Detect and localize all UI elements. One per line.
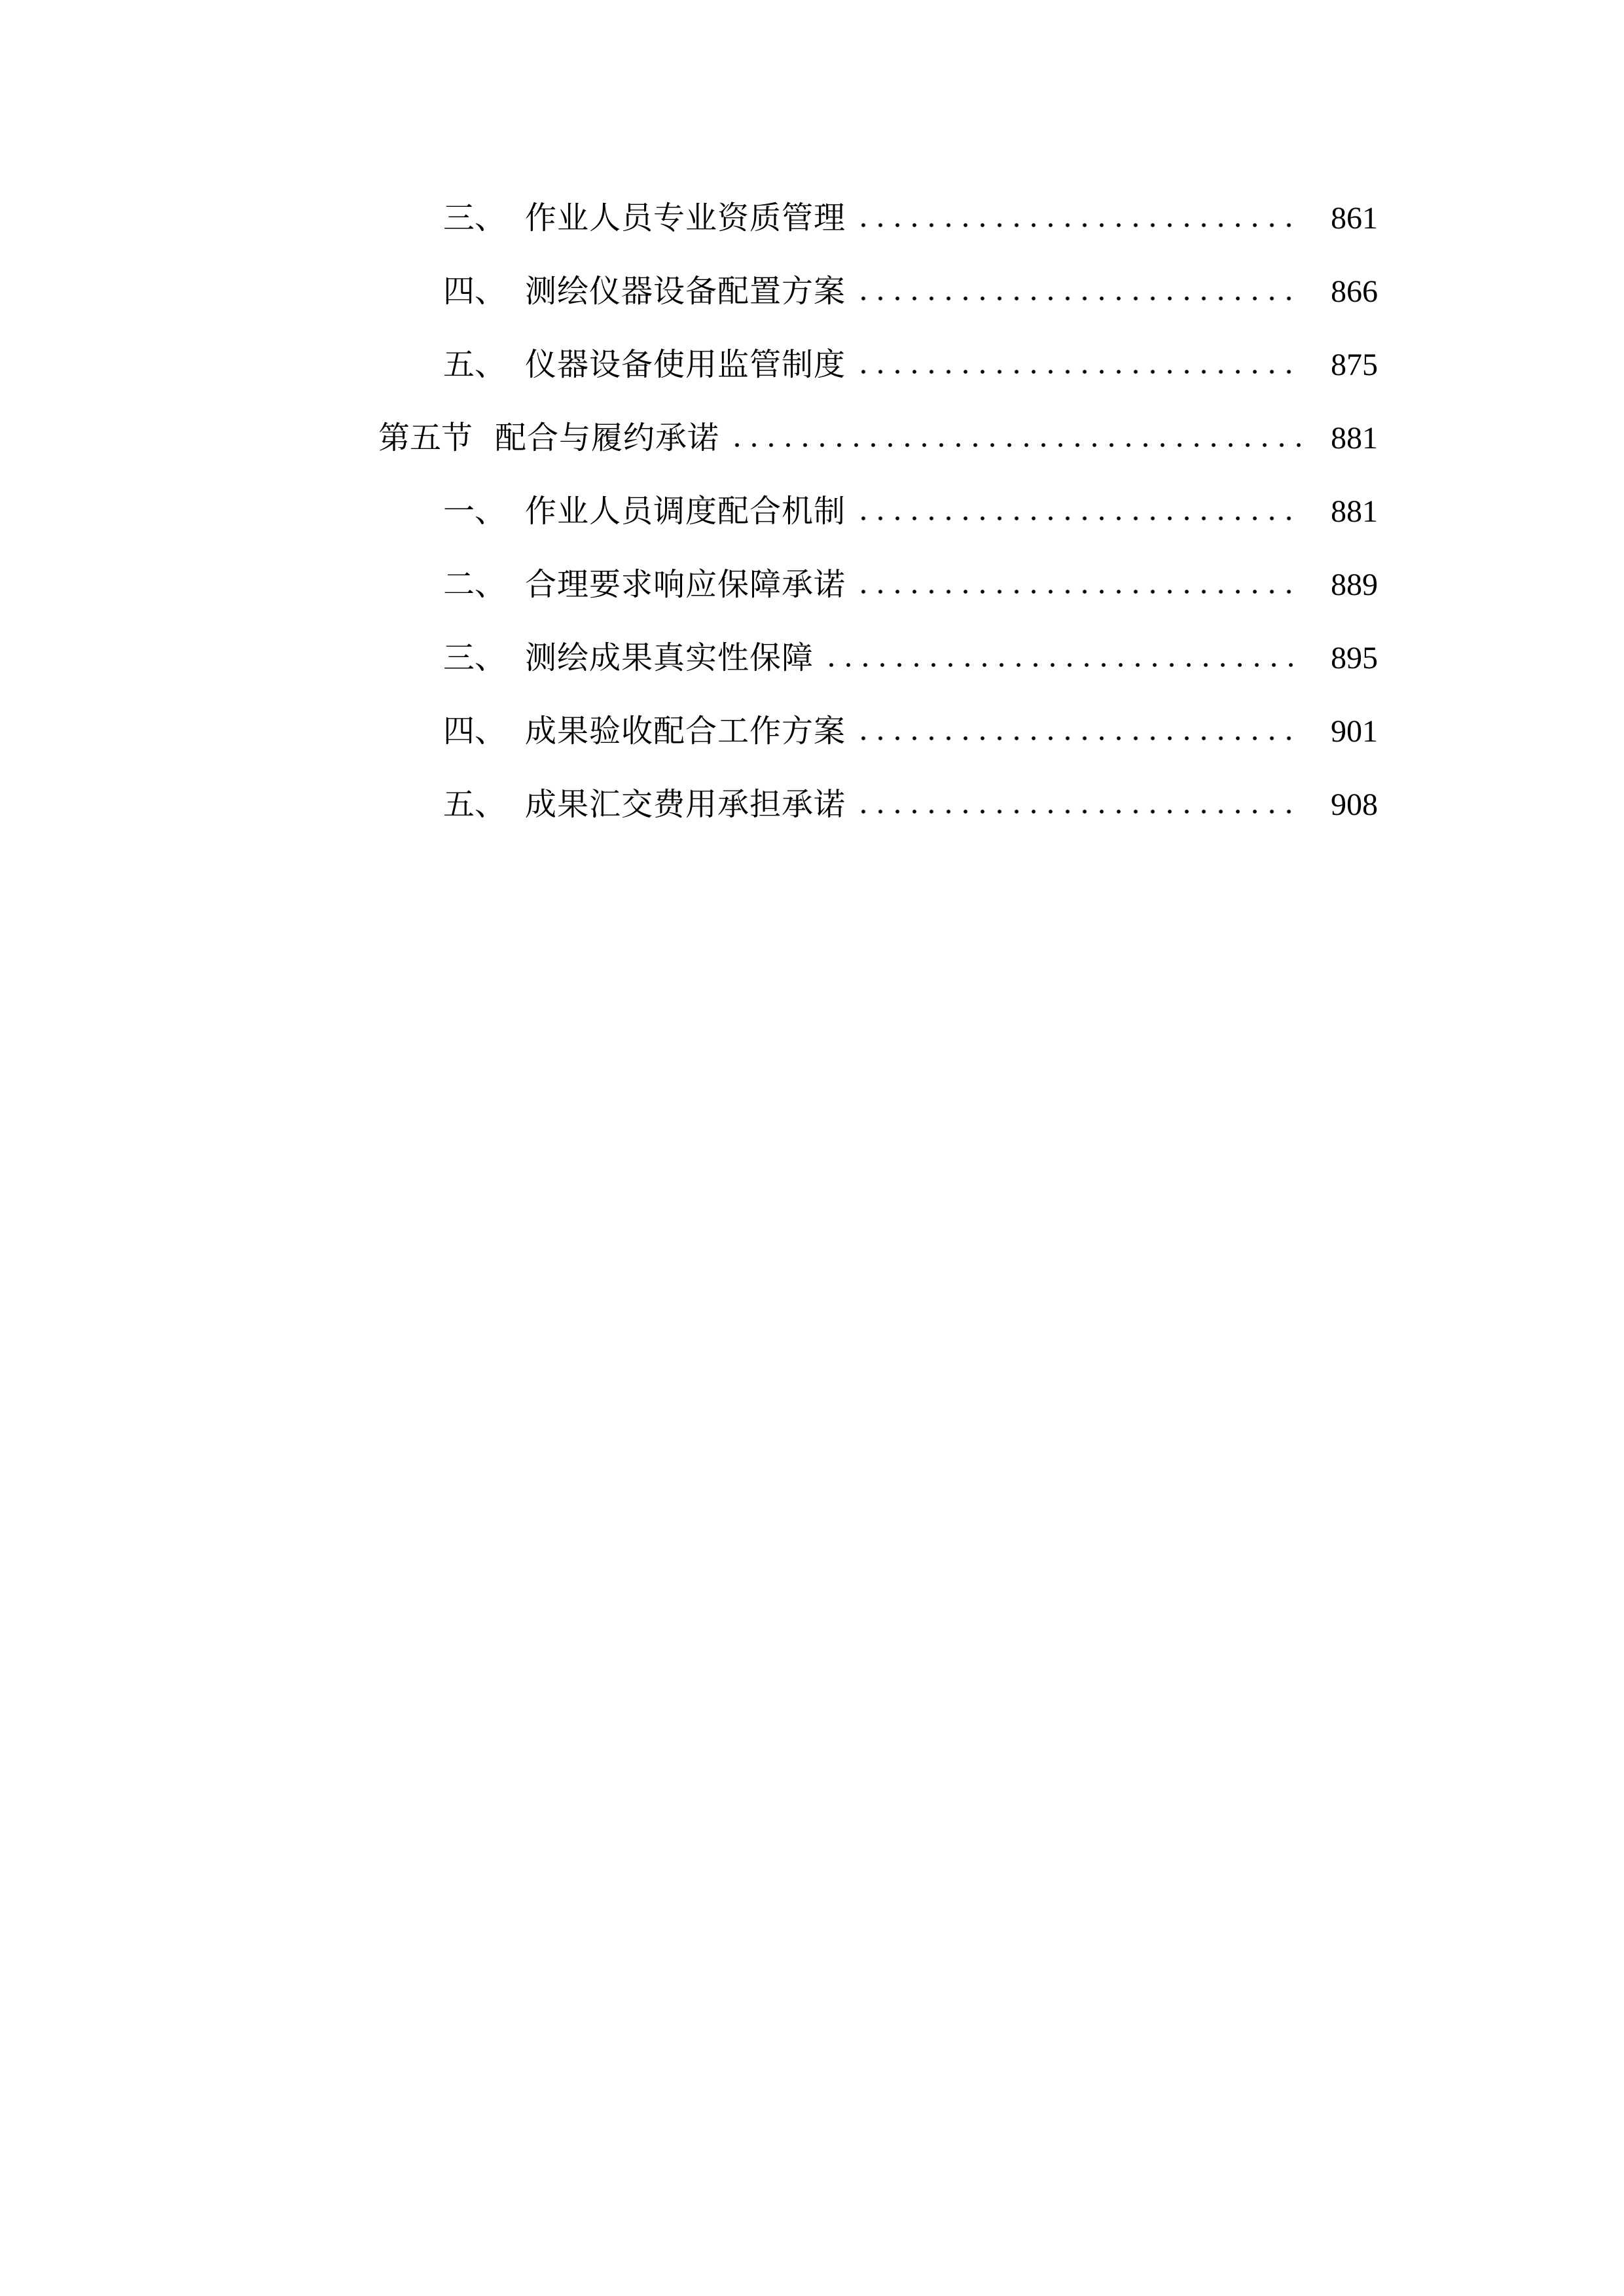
toc-entry[interactable]	[0, 548, 1624, 622]
dot-leader	[855, 368, 1303, 375]
dot-leader	[823, 662, 1303, 668]
toc-entry-page: 861	[1331, 201, 1378, 236]
toc-entry-page: 881	[1331, 494, 1378, 529]
toc-entry-title: 测绘成果真实性保障	[525, 641, 814, 675]
toc-entry-number: 四、	[443, 714, 507, 749]
toc-entry-page: 895	[1331, 641, 1378, 675]
toc-entry-number: 四、	[443, 274, 507, 309]
toc-entry-title: 成果验收配合工作方案	[525, 714, 846, 749]
dot-leader	[729, 442, 1303, 448]
toc-entry[interactable]	[0, 255, 1624, 329]
toc-entry[interactable]	[0, 622, 1624, 695]
toc-entry-title: 仪器设备使用监管制度	[525, 348, 846, 382]
toc-entry-page: 889	[1331, 567, 1378, 602]
dot-leader	[855, 222, 1303, 228]
dot-leader	[855, 735, 1303, 742]
toc-entry[interactable]	[0, 329, 1624, 402]
dot-leader	[855, 295, 1303, 302]
toc-entry-page: 866	[1331, 274, 1378, 309]
toc-entry-number: 三、	[443, 201, 507, 236]
toc-entry-title: 测绘仪器设备配置方案	[525, 274, 846, 309]
dot-leader	[855, 808, 1303, 815]
toc-entry[interactable]	[0, 475, 1624, 548]
toc-entry-number: 二、	[443, 567, 507, 602]
toc-entry[interactable]	[0, 182, 1624, 255]
toc-entry-page: 901	[1331, 714, 1378, 749]
toc-entry-page: 881	[1331, 421, 1378, 456]
dot-leader	[855, 515, 1303, 522]
toc-entry[interactable]	[0, 695, 1624, 768]
toc-entry-title: 合理要求响应保障承诺	[525, 567, 846, 602]
toc-entry-title: 作业人员专业资质管理	[525, 201, 846, 236]
toc-entry-number: 五、	[443, 787, 507, 822]
toc-entry-page: 875	[1331, 348, 1378, 382]
toc-entry-number: 第五节	[378, 421, 473, 456]
toc-entry-number: 五、	[443, 348, 507, 382]
toc-list	[0, 182, 1624, 842]
dot-leader	[855, 588, 1303, 595]
toc-entry-number: 一、	[443, 494, 507, 529]
toc-entry-number: 三、	[443, 641, 507, 675]
toc-entry-title: 成果汇交费用承担承诺	[525, 787, 846, 822]
toc-entry-title: 作业人员调度配合机制	[525, 494, 846, 529]
toc-entry-page: 908	[1331, 787, 1378, 822]
toc-entry[interactable]	[0, 402, 1624, 475]
toc-entry-title: 配合与履约承诺	[495, 421, 720, 456]
toc-entry[interactable]	[0, 768, 1624, 842]
